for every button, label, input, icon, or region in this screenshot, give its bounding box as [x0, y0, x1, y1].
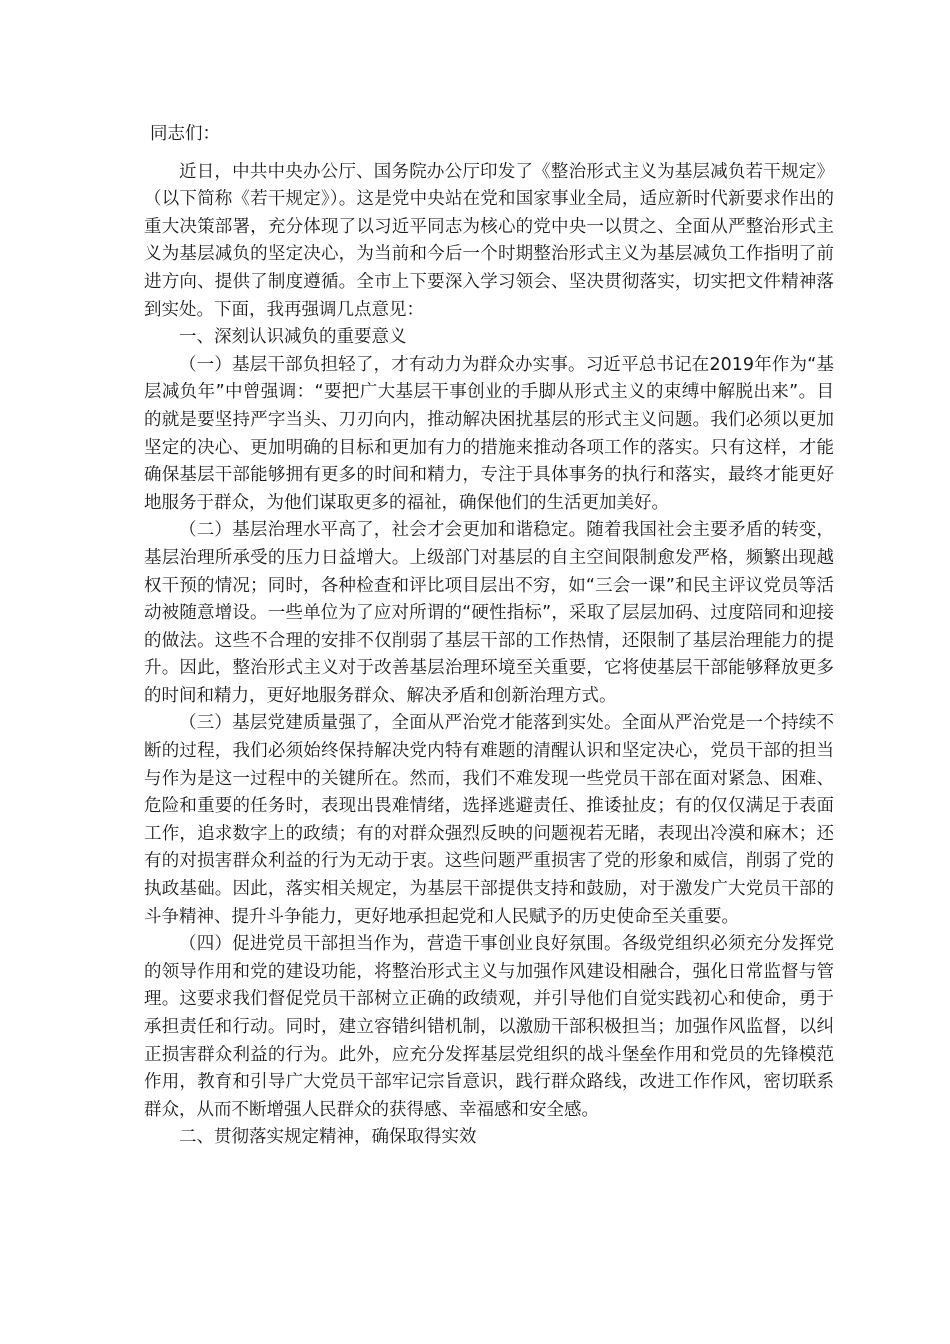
- section-2-heading: 二、贯彻落实规定精神，确保取得实效: [179, 1127, 477, 1148]
- paragraph-4: （四）促进党员干部担当作为，营造干事创业良好氛围。各级党组织必须充分发挥党的领导作用和党的建设功能，将整治形式主义与加强作风建设相融合，强化日常监督与管理。这要求我们督促党员干部树立正确的政绩观，并引导他们自觉实践初心和使命，勇于承担责任和行动。同时，建立容错纠错机制，以激励干部积极担当；加强作风监督，以纠正损害群众利益的行为。此外，应充分发挥基层党组织的战斗堡垒作用和党员的先锋模范作用，教育和引导广大党员干部牢记宗旨意识，践行群众路线，改进工作作风，密切联系群众，从而不断增强人民群众的获得感、幸福感和安全感。: [144, 934, 834, 1120]
- paragraph-2: （二）基层治理水平高了，社会才会更加和谐稳定。随着我国社会主要矛盾的转变，基层治理所承受的压力日益增大。上级部门对基层的自主空间限制愈发严格，频繁出现越权干预的情况；同时，各种检查和评比项目层出不穷，如“三会一课”和民主评议党员等活动被随意增设。一些单位为了应对所谓的“硬性指标”，采取了层层加码、过度陪同和迎接的做法。这些不合理的安排不仅削弱了基层干部的工作热情，还限制了基层治理能力的提升。因此，整治形式主义对于改善基层治理环境至关重要，它将使基层干部能够释放更多的时间和精力，更好地服务群众、解决矛盾和创新治理方式。: [144, 520, 834, 706]
- paragraph-3: （三）基层党建质量强了，全面从严治党才能落到实处。全面从严治党是一个持续不断的过程，我们必须始终保持解决党内特有难题的清醒认识和坚定决心，党员干部的担当与作为是这一过程中的关键所在。然而，我们不难发现一些党员干部在面对紧急、困难、危险和重要的任务时，表现出畏难情绪，选择逃避责任、推诿扯皮；有的仅仅满足于表面工作，追求数字上的政绩；有的对群众强烈反映的问题视若无睹，表现出冷漠和麻木；还有的对损害群众利益的行为无动于衷。这些问题严重损害了党的形象和威信，削弱了党的执政基础。因此，落实相关规定，为基层干部提供支持和鼓励，对于激发广大党员干部的斗争精神、提升斗争能力，更好地承担起党和人民赋予的历史使命至关重要。: [144, 713, 834, 927]
- section-1-heading: 一、深刻认识减负的重要意义: [179, 327, 407, 348]
- paragraph-1: （一）基层干部负担轻了，才有动力为群众办实事。习近平总书记在2019年作为“基层减负年”中曾强调：“要把广大基层干事创业的手脚从形式主义的束缚中解脱出来”。目的就是要坚持严字当头、刀刃向内，推动解决困扰基层的形式主义问题。我们必须以更加坚定的决心、更加明确的目标和更加有力的措施来推动各项工作的落实。只有这样，才能确保基层干部能够拥有更多的时间和精力，专注于具体事务的执行和落实，最终才能更好地服务于群众，为他们谋取更多的福祉，确保他们的生活更加美好。: [144, 354, 834, 513]
- greeting: 同志们：: [150, 124, 220, 144]
- document-body: [144, 121, 834, 1152]
- intro-paragraph: 近日，中共中央办公厅、国务院办公厅印发了《整治形式主义为基层减负若干规定》（以下简称《若干规定》）。这是党中央站在党和国家事业全局，适应新时代新要求作出的重大决策部署，充分体现了以习近平同志为核心的党中央一以贯之、全面从严整治形式主义为基层减负的坚定决心，为当前和今后一个时期整治形式主义为基层减负工作指明了前进方向、提供了制度遵循。全市上下要深入学习领会、坚决贯彻落实，切实把文件精神落到实处。下面，我再强调几点意见：: [144, 161, 834, 320]
